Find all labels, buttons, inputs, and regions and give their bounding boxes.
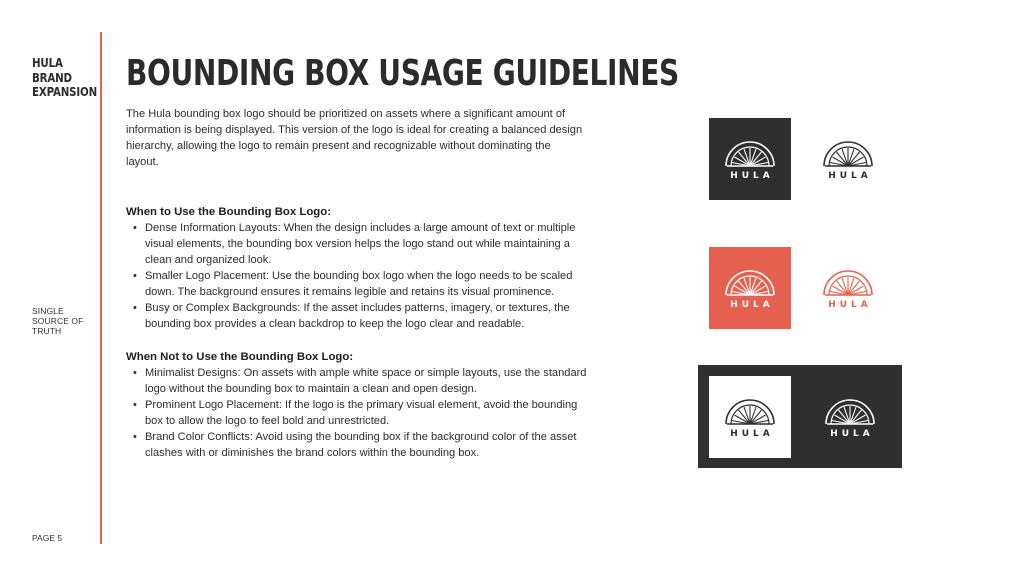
when-not-to-use-heading: When Not to Use the Bounding Box Logo: [126,351,354,363]
when-not-to-use-list [126,365,596,461]
logo-standard-dark [813,130,883,188]
side-note-line-3: TRUTH [32,326,62,336]
sunburst-icon [822,138,874,168]
side-note [32,306,92,336]
sunburst-icon [724,267,776,297]
logo-wordmark: HULA [730,170,774,181]
when-not-to-use-section [126,349,596,461]
when-to-use-heading: When to Use the Bounding Box Logo: [126,206,332,218]
page-number: PAGE 5 [32,533,63,543]
sunburst-icon [822,267,874,297]
sunburst-icon [824,396,876,426]
logo-standard-white [815,388,885,446]
list-item: • Minimalist Designs: On assets with ample white space or simple layouts, use the standard logo without the bounding box to maintain a clean and open design. [126,365,596,397]
side-note-line-1: SINGLE [32,306,64,316]
brand-line-1: HULA [32,55,63,70]
logo-wordmark: HULA [830,428,874,439]
brand-line-3: EXPANSION [32,84,98,99]
brand-line-2: BRAND [32,69,72,85]
vertical-divider [100,32,102,544]
list-item: • Brand Color Conflicts: Avoid using the bounding box if the background color of the asset clashes with or diminishes the brand colors within the bounding box. [126,429,596,461]
when-to-use-section [126,204,596,332]
logo-bounding-box-dark [709,118,791,200]
logo-bounding-box-white [709,376,791,458]
sunburst-icon [724,396,776,426]
list-item: • Smaller Logo Placement: Use the bounding box logo when the logo needs to be scaled down. The background ensures it remains legible and retains its visual prominence. [126,268,596,300]
list-item: • Prominent Logo Placement: If the logo is the primary visual element, avoid the bounding box to allow the logo to feel bold and unrestricted. [126,397,596,429]
logo-wordmark: HULA [828,299,872,310]
logo-wordmark: HULA [730,299,774,310]
page-title: BOUNDING BOX USAGE GUIDELINES [126,53,679,94]
brand-title [32,55,98,100]
logo-bounding-box-coral [709,247,791,329]
when-to-use-list [126,220,596,332]
logo-wordmark: HULA [730,428,774,439]
list-item: • Busy or Complex Backgrounds: If the asset includes patterns, imagery, or textures, the bounding box provides a clean backdrop to keep the logo clear and readable. [126,300,596,332]
logo-wordmark: HULA [828,170,872,181]
list-item: • Dense Information Layouts: When the design includes a large amount of text or multiple visual elements, the bounding box version helps the logo stand out while maintaining a clean and organized look. [126,220,596,268]
side-note-line-2: SOURCE OF [32,316,84,326]
intro-paragraph: The Hula bounding box logo should be prioritized on assets where a significant amount of information is being displayed. This version of the logo is ideal for creating a balanced design hierarchy, allowing the logo to remain present and recognizable without dominating the layout. [126,108,583,168]
sunburst-icon [724,138,776,168]
logo-standard-coral [813,259,883,317]
